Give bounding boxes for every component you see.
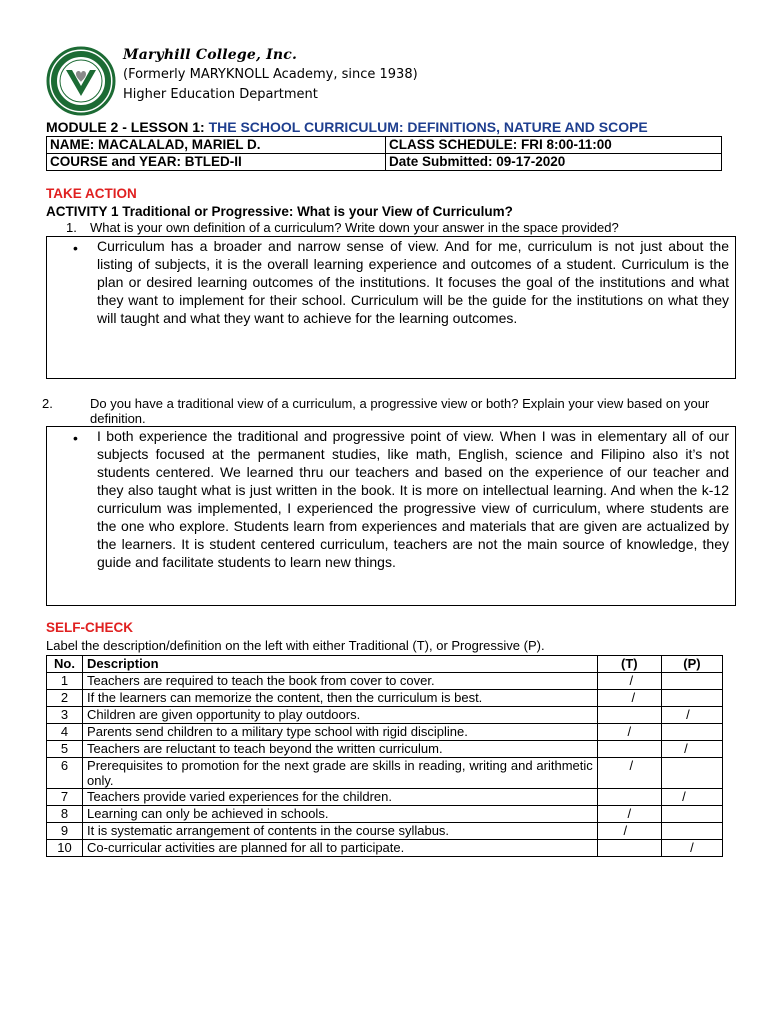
table-row (47, 758, 723, 789)
row-description: Teachers are reluctant to teach beyond the written curriculum. (83, 741, 598, 758)
row-number: 7 (47, 789, 83, 806)
row-traditional-mark-cell (597, 840, 661, 857)
row-progressive-mark-cell (661, 741, 722, 758)
table-row (47, 724, 723, 741)
row-description: Parents send children to a military type school with rigid discipline. (83, 724, 598, 741)
question-2-text: Do you have a traditional view of a curriculum, a progressive view or both? Explain your view based on your definition. (90, 396, 710, 426)
row-traditional-mark-cell (597, 741, 661, 758)
table-row (47, 806, 723, 823)
row-progressive-mark: / (682, 789, 686, 804)
row-traditional-mark-cell (597, 823, 661, 840)
module-prefix: MODULE 2 - LESSON 1: (46, 119, 209, 135)
table-row (47, 789, 723, 806)
row-number: 2 (47, 690, 83, 707)
row-number: 6 (47, 758, 83, 789)
answer-1-text: Curriculum has a broader and narrow sense of view. And for me, curriculum is not just about the listing of subjects, it is the overall learning experience and outcomes of a student. Curriculum is the plan or desired learning outcomes of the institutions. It focuses the goal of the institutions and what they want to implement for their school. Curriculum will be the guide for the institutions on what they will taught and what they want to achieve for the learning outcomes. (97, 238, 729, 326)
question-2 (42, 396, 730, 426)
student-name: NAME: MACALALAD, MARIEL D. (47, 137, 386, 154)
row-number: 10 (47, 840, 83, 857)
header-progressive: (P) (661, 656, 722, 673)
row-description: Children are given opportunity to play outdoors. (83, 707, 598, 724)
row-traditional-mark: / (629, 758, 634, 773)
row-progressive-mark-cell (661, 840, 722, 857)
row-progressive-mark: / (684, 741, 688, 756)
header-traditional: (T) (597, 656, 661, 673)
student-info-table (46, 136, 722, 171)
row-number: 8 (47, 806, 83, 823)
college-logo-icon (46, 46, 116, 116)
row-number: 5 (47, 741, 83, 758)
self-check-instruction: Label the description/definition on the left with either Traditional (T), or Progressive (P). (46, 638, 545, 653)
row-description: If the learners can memorize the content, then the curriculum is best. (83, 690, 598, 707)
row-progressive-mark-cell (661, 724, 722, 741)
row-description: Learning can only be achieved in schools. (83, 806, 598, 823)
answer-2-text: I both experience the traditional and progressive point of view. When I was in elementary all of our subjects focused at the permanent studies, like math, English, science and Filipino also it’s not students centered. We learned thru our teachers and based on the experience of our teacher and they also taught what is just written in the book. It is more on intellectual learning. And when the k-12 curriculum was implemented, I experienced the progressive view of curriculum, where students are the one who explore. Students learn from experiences and materials that are given are actualized by the learners. It is student centered curriculum, teachers are not the main source of knowledge, they guide and facilitate students to learn new things. (97, 428, 729, 570)
row-progressive-mark-cell (661, 758, 722, 789)
row-description: It is systematic arrangement of contents in the course syllabus. (83, 823, 598, 840)
row-description: Teachers provide varied experiences for the children. (83, 789, 598, 806)
row-progressive-mark-cell (661, 707, 722, 724)
question-1-number: 1. (66, 220, 77, 235)
take-action-heading: TAKE ACTION (46, 186, 137, 201)
module-title (46, 119, 648, 135)
row-number: 9 (47, 823, 83, 840)
row-progressive-mark-cell (661, 690, 722, 707)
question-1 (66, 220, 726, 235)
header-no: No. (47, 656, 83, 673)
row-description: Prerequisites to promotion for the next grade are skills in reading, writing and arithmetic only. (83, 758, 598, 789)
table-row (47, 741, 723, 758)
bullet-icon: • (73, 430, 78, 446)
answer-1-box (46, 236, 736, 379)
row-traditional-mark: / (623, 823, 628, 838)
row-traditional-mark: / (631, 690, 636, 705)
row-progressive-mark-cell (661, 789, 722, 806)
module-lesson-title: THE SCHOOL CURRICULUM: DEFINITIONS, NATURE AND SCOPE (208, 119, 648, 135)
row-traditional-mark-cell (597, 690, 661, 707)
table-row (47, 840, 723, 857)
header-description: Description (83, 656, 598, 673)
row-progressive-mark-cell (661, 823, 722, 840)
course-year: COURSE and YEAR: BTLED-II (47, 154, 386, 171)
row-progressive-mark: / (690, 840, 694, 855)
self-check-heading: SELF-CHECK (46, 620, 133, 635)
answer-2-box (46, 426, 736, 606)
row-traditional-mark-cell (597, 789, 661, 806)
class-schedule: CLASS SCHEDULE: FRI 8:00-11:00 (386, 137, 722, 154)
row-traditional-mark: / (627, 806, 632, 821)
college-name: Maryhill College, Inc. (123, 47, 298, 63)
question-2-number: 2. (42, 396, 53, 411)
college-former-name: (Formerly MARYKNOLL Academy, since 1938) (123, 67, 418, 82)
row-number: 4 (47, 724, 83, 741)
activity-title: ACTIVITY 1 Traditional or Progressive: What is your View of Curriculum? (46, 204, 513, 219)
row-progressive-mark-cell (661, 673, 722, 690)
table-header-row (47, 656, 723, 673)
date-submitted: Date Submitted: 09-17-2020 (386, 154, 722, 171)
self-check-table (46, 655, 723, 857)
row-traditional-mark-cell (597, 707, 661, 724)
row-description: Teachers are required to teach the book from cover to cover. (83, 673, 598, 690)
row-description: Co-curricular activities are planned for all to participate. (83, 840, 598, 857)
table-row (47, 673, 723, 690)
row-traditional-mark-cell (597, 806, 661, 823)
row-traditional-mark: / (629, 673, 634, 688)
department-name: Higher Education Department (123, 87, 318, 102)
question-1-text: What is your own definition of a curriculum? Write down your answer in the space provided? (90, 220, 619, 235)
row-traditional-mark-cell (597, 673, 661, 690)
row-progressive-mark: / (686, 707, 690, 722)
row-number: 1 (47, 673, 83, 690)
table-row (47, 823, 723, 840)
table-row (47, 707, 723, 724)
row-traditional-mark-cell (597, 724, 661, 741)
bullet-icon: • (73, 240, 78, 256)
self-check-table-body (47, 673, 723, 857)
row-progressive-mark-cell (661, 806, 722, 823)
row-traditional-mark-cell (597, 758, 661, 789)
row-traditional-mark: / (627, 724, 632, 739)
row-number: 3 (47, 707, 83, 724)
table-row (47, 690, 723, 707)
